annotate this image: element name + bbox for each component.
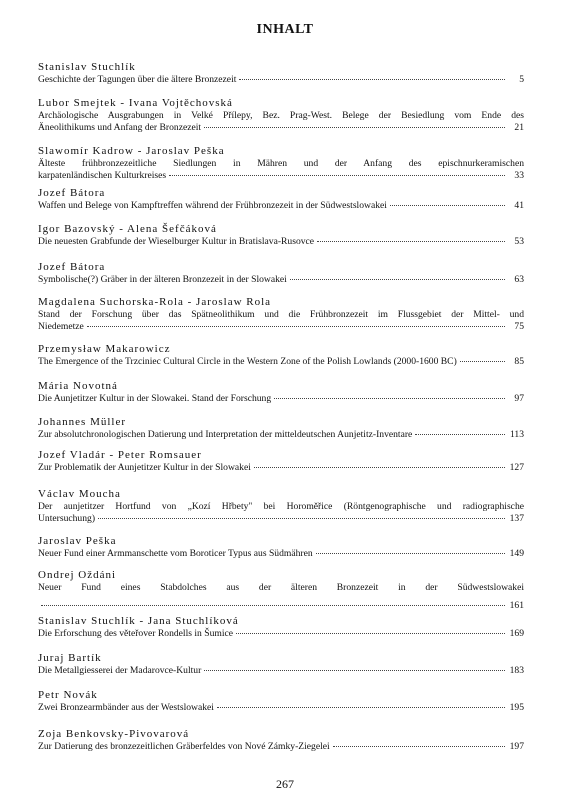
toc-title-row [38,236,524,248]
toc-author: Mária Novotná [38,380,118,392]
toc-title-line: Untersuchung) [38,513,96,524]
toc-title-line: Älteste frühbronzezeitliche Siedlungen in Mähren und der Anfang des epischnurkeramischen [38,158,524,169]
toc-page-number: 169 [509,628,524,639]
toc-entry[interactable] [38,651,524,677]
dot-leader [460,361,505,362]
toc-title-line: The Emergence of the Trzciniec Cultural Circle in the Western Zone of the Polish Lowlands (2000-1600 BC) [38,356,457,367]
toc-title-line: Geschichte der Tagungen über die ältere Bronzezeit [38,74,237,85]
toc-title-line: karpatenländischen Kulturkreises [38,170,167,181]
toc-page-number: 85 [514,356,524,367]
toc-title-line: Waffen und Belege von Kampftreffen während der Frühbronzezeit in der Südwestslowakei [38,200,387,211]
dot-leader [236,633,505,634]
toc-entry[interactable] [38,186,524,212]
toc-author: Igor Bazovský - Alena Šefčáková [38,223,217,235]
dot-leader [169,175,505,176]
toc-title-line: Die Erforschung des věteřover Rondells in Šumice [38,628,234,639]
toc-title-line: Zur absolutchronologischen Datierung und Interpretation der mitteldeutschen Aunjetitz-Inventare [38,429,413,440]
toc-title-row [38,170,524,182]
toc-entry[interactable] [38,534,524,560]
dot-leader [204,670,505,671]
toc-entry[interactable] [38,379,524,405]
toc-page-number: 63 [514,274,524,285]
toc-title-line: Die Aunjetitzer Kultur in der Slowakei. Stand der Forschung [38,393,272,404]
toc-title-row [38,665,524,677]
toc-title-row [38,356,524,368]
dot-leader [239,79,505,80]
toc-title-line: Zwei Bronzearmbänder aus der Westslowakei [38,702,214,713]
dot-leader [415,434,505,435]
toc-page-number: 195 [509,702,524,713]
dot-leader [41,605,505,606]
toc-page-number: 197 [509,741,524,752]
toc-author: Ondrej Oždáni [38,569,117,581]
toc-author: Stanislav Stuchlík - Jana Stuchlíková [38,615,239,627]
dot-leader [316,553,505,554]
toc-author: Lubor Smejtek - Ivana Vojtěchovská [38,97,233,109]
toc-author: Slawomír Kadrow - Jaroslav Peška [38,145,225,157]
toc-author: Petr Novák [38,689,98,701]
toc-author: Stanislav Stuchlík [38,61,136,73]
toc-entry[interactable] [38,487,524,525]
toc-entry[interactable] [38,260,524,286]
toc-author: Jozef Bátora [38,187,106,199]
dot-leader [333,746,505,747]
toc-page-number: 5 [519,74,524,85]
toc-entry[interactable] [38,96,524,134]
dot-leader [87,326,505,327]
toc-title-line: Niedemetze [38,321,84,332]
toc-title-row [38,429,524,441]
toc-page-number: 97 [514,393,524,404]
toc-title-row [38,513,524,525]
toc-page-number: 41 [514,200,524,211]
toc-page-number: 137 [509,513,524,524]
toc-title-row [38,200,524,212]
toc-page-number: 75 [514,321,524,332]
toc-page-number: 113 [509,429,524,440]
toc-entry[interactable] [38,295,524,333]
toc-page-number: 21 [514,122,524,133]
dot-leader [390,205,505,206]
toc-author: Magdalena Suchorska-Rola - Jaroslaw Rola [38,296,272,308]
toc-entry[interactable] [38,614,524,640]
toc-author: Jozef Vladár - Peter Romsauer [38,449,202,461]
toc-title-line: Zur Problematik der Aunjetitzer Kultur in der Slowakei [38,462,251,473]
toc-title-line: Zur Datierung des bronzezeitlichen Gräberfeldes von Nové Zámky-Ziegelei [38,741,330,752]
toc-entry[interactable] [38,727,524,753]
dot-leader [290,279,505,280]
toc-entry[interactable] [38,415,524,441]
page-number: 267 [276,777,294,791]
toc-title-line: Die neuesten Grabfunde der Wieselburger Kultur in Bratislava-Rusovce [38,236,315,247]
toc-entry[interactable] [38,144,524,182]
page-heading: INHALT [256,22,314,37]
toc-page-number: 33 [514,170,524,181]
toc-entry[interactable] [38,342,524,368]
toc-author: Václav Moucha [38,488,121,500]
toc-title-row [38,321,524,333]
toc-entry[interactable] [38,688,524,714]
toc-entry[interactable] [38,568,524,612]
toc-title-row [38,393,524,405]
dot-leader [274,398,505,399]
toc-author: Juraj Bartík [38,652,102,664]
toc-title-row [38,600,524,612]
toc-title-line: Neuer Fund eines Stabdolches aus der älteren Bronzezeit in der Südwestslowakei [38,582,524,593]
dot-leader [204,127,505,128]
toc-author: Przemysław Makarowicz [38,343,171,355]
toc-entry[interactable] [38,448,524,474]
toc-author: Johannes Müller [38,416,127,428]
toc-title-line: Stand der Forschung über das Spätneolithikum und die Frühbronzezeit im Flussgebiet der Mittel- und [38,309,524,320]
toc-page-number: 161 [509,600,524,611]
toc-title-row [38,548,524,560]
toc-title-row [38,702,524,714]
toc-title-row [38,741,524,753]
dot-leader [254,467,505,468]
toc-page-number: 127 [509,462,524,473]
dot-leader [98,518,505,519]
toc-author: Jaroslav Peška [38,535,117,547]
toc-title-row [38,74,524,86]
toc-author: Zoja Benkovsky-Pivovarová [38,728,190,740]
toc-title-row [38,628,524,640]
toc-entry[interactable] [38,222,524,248]
toc-title-line: Archäologische Ausgrabungen in Velké Přílepy, Bez. Prag-West. Belege der Besiedlung vom Ende des [38,110,524,121]
toc-page-number: 53 [514,236,524,247]
toc-title-line: Neuer Fund einer Armmanschette vom Boroticer Typus aus Südmähren [38,548,313,559]
toc-title-row [38,274,524,286]
toc-title-row [38,122,524,134]
toc-page-number: 149 [509,548,524,559]
toc-entry[interactable] [38,60,524,86]
toc-title-line: Die Metallgiesserei der Madarovce-Kultur [38,665,202,676]
dot-leader [217,707,505,708]
toc-title-line: Symbolische(?) Gräber in der älteren Bronzezeit in der Slowakei [38,274,287,285]
toc-author: Jozef Bátora [38,261,106,273]
toc-page-number: 183 [509,665,524,676]
toc-title-row [38,462,524,474]
toc-title-line: Der aunjetitzer Hortfund von „Kozí Hřbety" bei Horoměřice (Röntgenographische und radiographische [38,501,524,512]
toc-title-line: Äneolithikums und Anfang der Bronzezeit [38,122,202,133]
dot-leader [317,241,505,242]
